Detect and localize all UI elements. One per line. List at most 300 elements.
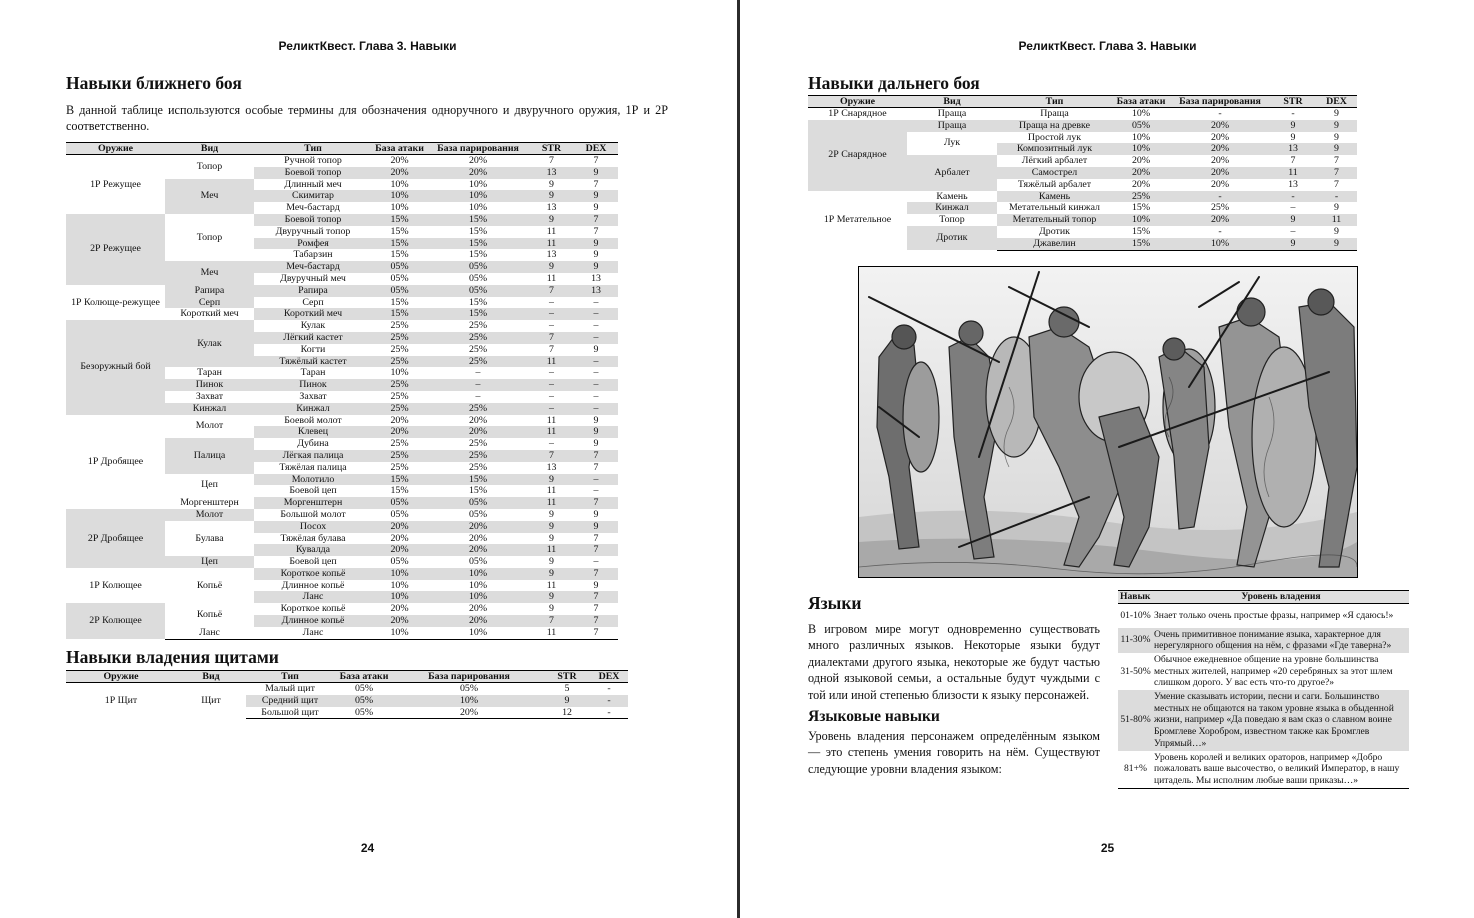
str-cell: 9: [549, 603, 554, 615]
column-header: Оружие: [66, 671, 176, 683]
dex-cell: 9: [574, 426, 618, 438]
dex-cell: 9: [1334, 108, 1339, 119]
weapon-kind-cell: Палица: [165, 438, 254, 473]
table-row: [66, 214, 618, 226]
parry-cell: 10%: [1170, 238, 1270, 250]
attack-cell: 15%: [390, 485, 409, 497]
attack-cell: 25%: [390, 390, 409, 402]
type-cell: Кинжал: [254, 403, 372, 415]
attack-cell: 20%: [1131, 155, 1151, 167]
attack-cell: 15%: [1131, 202, 1151, 214]
attack-cell: 15%: [1131, 225, 1151, 237]
str-cell: 9: [529, 190, 574, 202]
weapon-class-cell: 1Р Дробящее: [87, 455, 144, 467]
languages-heading: Языки: [808, 593, 862, 613]
parry-cell: 10%: [394, 695, 544, 707]
weapon-kind-cell: Кулак: [165, 320, 254, 367]
weapon-kind-cell: Копьё: [196, 609, 223, 621]
attack-cell: 05%: [372, 261, 427, 273]
parry-cell: 25%: [468, 461, 488, 473]
column-header: Тип: [246, 671, 334, 683]
parry-cell: 15%: [468, 296, 488, 308]
str-cell: 9: [1270, 214, 1316, 226]
dex-cell: 9: [1334, 225, 1339, 237]
attack-cell: 20%: [390, 414, 409, 426]
weapon-class-cell: 1Р Колюще-режущее: [71, 296, 160, 308]
column-header: DEX: [574, 143, 618, 155]
parry-cell: 20%: [394, 707, 544, 719]
attack-cell: 10%: [390, 579, 409, 591]
language-skills-heading: Языковые навыки: [808, 708, 940, 725]
attack-cell: 20%: [1112, 167, 1170, 179]
str-cell: 9: [549, 508, 554, 520]
weapon-class-cell: 2Р Режущее: [66, 214, 165, 285]
type-cell: Средний щит: [246, 695, 334, 707]
parry-cell: 25%: [427, 450, 529, 462]
str-cell: –: [549, 390, 554, 402]
warriors-battle-drawing: [859, 267, 1357, 577]
dex-cell: 9: [574, 167, 618, 179]
weapon-kind-cell: Пинок: [165, 379, 254, 391]
weapon-kind-cell: Щит: [201, 695, 221, 707]
type-cell: Кулак: [300, 320, 326, 332]
str-cell: 11: [529, 238, 574, 250]
attack-cell: 25%: [372, 403, 427, 415]
dex-cell: 7: [593, 225, 599, 237]
column-header: STR: [529, 143, 574, 155]
dex-cell: 7: [574, 544, 618, 556]
column-header: Тип: [254, 143, 372, 155]
type-cell: Когти: [300, 343, 326, 355]
weapon-kind-cell: Копьё: [196, 579, 223, 591]
attack-cell: 05%: [372, 497, 427, 509]
attack-cell: 10%: [390, 367, 409, 379]
type-cell: Джавелин: [997, 238, 1112, 250]
weapon-kind-cell: Рапира: [165, 285, 254, 297]
str-cell: 9: [529, 568, 574, 580]
parry-cell: 20%: [427, 521, 529, 533]
dex-cell: –: [574, 356, 618, 368]
attack-cell: 05%: [372, 285, 427, 297]
attack-cell: 20%: [390, 603, 409, 615]
description-cell: Обычное ежедневное общение на уровне большинства местных жителей, например «20 серебряных за этот шлем слишком дорого. У вас есть что-то другое?»: [1154, 653, 1393, 689]
type-cell: Меч-бастард: [286, 202, 340, 214]
parry-cell: 20%: [1170, 167, 1270, 179]
type-cell: Таран: [300, 367, 326, 379]
table-row: [66, 603, 618, 615]
type-cell: Пинок: [254, 379, 372, 391]
weapon-kind-cell: Топор: [196, 231, 223, 243]
str-cell: 9: [549, 178, 554, 190]
type-cell: Малый щит: [265, 683, 315, 694]
table-row: [66, 568, 618, 580]
attack-cell: 10%: [372, 591, 427, 603]
parry-cell: –: [427, 379, 529, 391]
str-cell: 13: [546, 249, 557, 261]
table-row: [808, 108, 1357, 120]
dex-cell: 7: [593, 532, 599, 544]
parry-cell: 25%: [468, 320, 488, 332]
dex-cell: –: [593, 367, 599, 379]
attack-cell: 25%: [372, 379, 427, 391]
dex-cell: –: [593, 296, 599, 308]
parry-cell: 20%: [468, 155, 488, 166]
parry-cell: 05%: [468, 556, 488, 568]
str-cell: 5: [564, 683, 570, 694]
attack-cell: 20%: [1131, 178, 1151, 190]
str-cell: –: [549, 320, 554, 332]
type-cell: Захват: [299, 390, 327, 402]
dex-cell: 7: [593, 461, 599, 473]
parry-cell: 20%: [1170, 120, 1270, 132]
dex-cell: 9: [1316, 238, 1357, 250]
dex-cell: 9: [593, 202, 599, 214]
dex-cell: 9: [593, 508, 599, 520]
attack-cell: 25%: [390, 461, 409, 473]
attack-cell: 20%: [390, 532, 409, 544]
attack-cell: 15%: [1112, 238, 1170, 250]
dex-cell: 9: [1334, 202, 1339, 214]
type-cell: Тяжёлый арбалет: [1017, 178, 1092, 190]
parry-cell: 05%: [468, 508, 488, 520]
str-cell: 13: [1288, 178, 1298, 190]
dex-cell: 7: [574, 615, 618, 627]
table-row: [1118, 690, 1409, 751]
parry-cell: 20%: [1170, 214, 1270, 226]
dex-cell: 7: [593, 178, 599, 190]
parry-cell: 05%: [427, 285, 529, 297]
column-header: DEX: [590, 671, 628, 683]
parry-cell: –: [475, 367, 481, 379]
dex-cell: 7: [1334, 155, 1339, 167]
str-cell: 13: [546, 461, 557, 473]
str-cell: 11: [1270, 167, 1316, 179]
parry-cell: 25%: [1210, 202, 1230, 214]
languages-text: В игровом мире могут одновременно существовать много различных языков. Некоторые языки будут диалектами другого языка, некоторые же будут частью одной языковой семьи, а остальные будут чуждыми с той или иной степенью близости к языку персонажей.: [808, 622, 1100, 702]
weapon-kind-cell: Топор: [196, 160, 223, 172]
level-cell: 31-50%: [1120, 665, 1151, 677]
str-cell: –: [549, 296, 554, 308]
column-header: DEX: [1316, 96, 1357, 108]
parry-cell: 05%: [468, 272, 488, 284]
dex-cell: –: [593, 390, 599, 402]
column-header: База парирования: [394, 671, 544, 683]
weapon-kind-cell: Молот: [165, 509, 254, 521]
type-cell: Большой щит: [246, 707, 334, 719]
type-cell: Лёгкий арбалет: [1021, 155, 1088, 167]
level-cell: 51-80%: [1118, 690, 1153, 751]
attack-cell: 15%: [390, 225, 409, 237]
dex-cell: 7: [574, 214, 618, 226]
weapon-class-cell: Безоружный бой: [66, 320, 165, 414]
parry-cell: 15%: [468, 249, 488, 261]
parry-cell: 15%: [427, 214, 529, 226]
weapon-class-cell: 2Р Снарядное: [808, 120, 907, 191]
weapon-kind-cell: Лук: [943, 137, 961, 149]
battle-illustration: [858, 266, 1358, 578]
str-cell: 13: [1270, 143, 1316, 155]
weapon-kind-cell: Серп: [165, 297, 254, 309]
type-cell: Боевой молот: [284, 414, 342, 426]
type-cell: Ланс: [254, 627, 372, 639]
parry-cell: 15%: [427, 474, 529, 486]
shield-skills-table: [66, 670, 628, 719]
type-cell: Боевой цеп: [289, 485, 337, 497]
attack-cell: 10%: [1112, 214, 1170, 226]
attack-cell: 20%: [372, 615, 427, 627]
dex-cell: -: [590, 707, 628, 719]
type-cell: Лёгкая палица: [254, 450, 372, 462]
type-cell: Короткое копьё: [254, 568, 372, 580]
attack-cell: 15%: [372, 214, 427, 226]
type-cell: Метательный кинжал: [1009, 202, 1100, 214]
attack-cell: 05%: [390, 272, 409, 284]
parry-cell: 25%: [468, 343, 488, 355]
language-levels-table: [1118, 590, 1409, 789]
table-row: [1118, 628, 1409, 653]
attack-cell: 15%: [390, 249, 409, 261]
melee-skills-table: [66, 142, 618, 640]
type-cell: Длинное копьё: [254, 615, 372, 627]
dex-cell: 9: [593, 343, 599, 355]
table-header-row: [66, 143, 618, 155]
parry-cell: -: [1170, 191, 1270, 203]
type-cell: Кувалда: [254, 544, 372, 556]
type-cell: Табарзин: [293, 249, 333, 261]
attack-cell: 25%: [390, 320, 409, 332]
dex-cell: 7: [593, 155, 599, 166]
str-cell: 7: [549, 155, 554, 166]
melee-intro: В данной таблице используются особые термины для обозначения одноручного и двуручного оружия, 1Р и 2Р соответственно.: [66, 103, 668, 134]
parry-cell: 05%: [427, 497, 529, 509]
type-cell: Праща на древке: [997, 120, 1112, 132]
dex-cell: -: [590, 695, 628, 707]
level-cell: 01-10%: [1120, 609, 1151, 621]
type-cell: Дубина: [297, 438, 329, 450]
dex-cell: -: [607, 683, 611, 694]
str-cell: 9: [529, 474, 574, 486]
table-header-row: [808, 96, 1357, 108]
parry-cell: 25%: [427, 332, 529, 344]
weapon-kind-cell: Арбалет: [907, 155, 997, 190]
weapon-class-cell: 1Р Щит: [104, 695, 138, 707]
column-header: База парирования: [427, 143, 529, 155]
column-header: Вид: [907, 96, 997, 108]
parry-cell: 15%: [468, 225, 488, 237]
column-header: Вид: [165, 143, 254, 155]
type-cell: Тяжёлый кастет: [254, 356, 372, 368]
dex-cell: –: [574, 403, 618, 415]
attack-cell: 10%: [372, 568, 427, 580]
weapon-kind-cell: Молот: [195, 420, 224, 432]
weapon-class-cell: 2Р Дробящее: [66, 509, 165, 568]
attack-cell: 10%: [1131, 131, 1151, 143]
attack-cell: 05%: [334, 695, 394, 707]
attack-cell: 15%: [372, 238, 427, 250]
parry-cell: 10%: [468, 178, 488, 190]
parry-cell: -: [1218, 108, 1222, 119]
parry-cell: –: [475, 390, 481, 402]
attack-cell: 25%: [372, 332, 427, 344]
str-cell: 9: [549, 556, 554, 568]
dex-cell: -: [1316, 191, 1357, 203]
table-row: [66, 683, 628, 695]
parry-cell: 10%: [427, 190, 529, 202]
page-number: 24: [360, 841, 375, 855]
str-cell: 9: [1290, 131, 1296, 143]
parry-cell: 20%: [427, 615, 529, 627]
str-cell: 11: [546, 414, 557, 426]
table-row: [808, 120, 1357, 132]
str-cell: 11: [546, 272, 557, 284]
weapon-kind-cell: Праща: [907, 120, 997, 132]
level-cell: 81+%: [1118, 751, 1153, 789]
column-header: База атаки: [1112, 96, 1170, 108]
table-row: [66, 415, 618, 427]
str-cell: 7: [529, 450, 574, 462]
type-cell: Простой лук: [1027, 131, 1082, 143]
attack-cell: 20%: [372, 167, 427, 179]
level-cell: 11-30%: [1118, 628, 1153, 653]
str-cell: 11: [529, 544, 574, 556]
weapon-kind-cell: Булава: [195, 532, 224, 544]
parry-cell: 20%: [1210, 178, 1230, 190]
parry-cell: 10%: [468, 202, 488, 214]
dex-cell: 9: [1316, 120, 1357, 132]
str-cell: –: [549, 367, 554, 379]
table-row: [66, 320, 618, 332]
dex-cell: 9: [593, 579, 599, 591]
str-cell: 7: [529, 285, 574, 297]
dex-cell: 7: [574, 627, 618, 639]
attack-cell: 25%: [1112, 191, 1170, 203]
dex-cell: 7: [574, 591, 618, 603]
parry-cell: 10%: [427, 591, 529, 603]
str-cell: 7: [1290, 155, 1296, 167]
table-row: [1118, 751, 1409, 789]
weapon-class-cell: 1Р Колющее: [89, 579, 142, 591]
type-cell: Короткое копьё: [280, 603, 346, 615]
weapon-class-cell: 1Р Метательное: [823, 214, 892, 226]
type-cell: Ланс: [254, 591, 372, 603]
weapon-kind-cell: Камень: [936, 190, 968, 202]
weapon-class-cell: 1Р Режущее: [90, 178, 141, 190]
str-cell: 11: [546, 579, 557, 591]
str-cell: 11: [529, 627, 574, 639]
dex-cell: 7: [593, 603, 599, 615]
weapon-class-cell: 1Р Снарядное: [828, 108, 887, 119]
weapon-kind-cell: Цеп: [165, 556, 254, 568]
attack-cell: 25%: [372, 356, 427, 368]
parry-cell: 10%: [427, 568, 529, 580]
type-cell: Длинное копьё: [281, 579, 345, 591]
dex-cell: 9: [574, 521, 618, 533]
dex-cell: 9: [1316, 143, 1357, 155]
attack-cell: 05%: [334, 707, 394, 719]
type-cell: Камень: [997, 191, 1112, 203]
attack-cell: 05%: [354, 683, 374, 694]
running-head: РеликтКвест. Глава 3. Навыки: [1018, 39, 1197, 53]
attack-cell: 10%: [372, 190, 427, 202]
parry-cell: 20%: [427, 544, 529, 556]
str-cell: 7: [529, 332, 574, 344]
attack-cell: 25%: [390, 343, 409, 355]
language-skills-text: Уровень владения персонажем определённым языком — это степень умения говорить на нём. Существуют следующие уровни владения языком:: [808, 729, 1100, 776]
column-header: База парирования: [1170, 96, 1270, 108]
description-cell: Умение сказывать истории, песни и саги. Большинство местных не общаются на таком уровне языка в обыденной жизни, например «Да поведаю я вам сказ о славном воине Бромглеве Хоробром, известном также как Бромглев Упрямый…»: [1153, 690, 1409, 751]
table-header-row: [66, 671, 628, 683]
attack-cell: 10%: [372, 627, 427, 639]
attack-cell: 15%: [372, 308, 427, 320]
str-cell: 9: [529, 214, 574, 226]
column-header: STR: [1270, 96, 1316, 108]
table-row: [66, 155, 618, 167]
dex-cell: –: [574, 332, 618, 344]
parry-cell: 20%: [468, 414, 488, 426]
type-cell: Длинный меч: [284, 178, 342, 190]
str-cell: 11: [529, 426, 574, 438]
str-cell: 9: [529, 261, 574, 273]
parry-cell: 05%: [427, 261, 529, 273]
book-spine-divider: [737, 0, 740, 918]
weapon-kind-cell: Праща: [937, 108, 967, 119]
attack-cell: 25%: [390, 438, 409, 450]
weapon-kind-cell: Моргенштерн: [180, 497, 239, 509]
table-header-row: [1118, 591, 1409, 604]
description-cell: Знает только очень простые фразы, например «Я сдаюсь!»: [1154, 609, 1394, 621]
type-cell: Двуручный меч: [280, 272, 346, 284]
dex-cell: 9: [593, 438, 599, 450]
attack-cell: 05%: [390, 556, 409, 568]
type-cell: Рапира: [254, 285, 372, 297]
dex-cell: 9: [1334, 131, 1339, 143]
str-cell: –: [529, 403, 574, 415]
weapon-kind-cell: Цеп: [201, 479, 218, 491]
type-cell: Тяжёлая палица: [279, 461, 347, 473]
dex-cell: 9: [574, 238, 618, 250]
type-cell: Композитный лук: [997, 143, 1112, 155]
str-cell: 12: [544, 707, 590, 719]
ranged-skills-table: [808, 95, 1357, 251]
column-header: Вид: [176, 671, 246, 683]
weapon-kind-cell: Меч: [165, 179, 254, 214]
parry-cell: -: [1218, 225, 1222, 237]
dex-cell: –: [593, 485, 599, 497]
dex-cell: –: [574, 379, 618, 391]
shields-heading: Навыки владения щитами: [66, 647, 279, 667]
str-cell: 11: [546, 225, 557, 237]
attack-cell: 15%: [390, 296, 409, 308]
type-cell: Двуручный топор: [275, 225, 351, 237]
dex-cell: 9: [574, 190, 618, 202]
str-cell: 9: [1270, 120, 1316, 132]
type-cell: Меч-бастард: [254, 261, 372, 273]
dex-cell: 7: [574, 568, 618, 580]
type-cell: Клевец: [254, 426, 372, 438]
type-cell: Моргенштерн: [254, 497, 372, 509]
str-cell: 9: [549, 532, 554, 544]
parry-cell: 15%: [427, 238, 529, 250]
dex-cell: –: [593, 556, 599, 568]
dex-cell: 13: [574, 285, 618, 297]
attack-cell: 10%: [390, 202, 409, 214]
str-cell: –: [529, 308, 574, 320]
str-cell: –: [549, 438, 554, 450]
weapon-kind-cell: Ланс: [165, 627, 254, 639]
attack-cell: 10%: [1112, 143, 1170, 155]
dex-cell: 9: [593, 249, 599, 261]
parry-cell: 20%: [427, 167, 529, 179]
